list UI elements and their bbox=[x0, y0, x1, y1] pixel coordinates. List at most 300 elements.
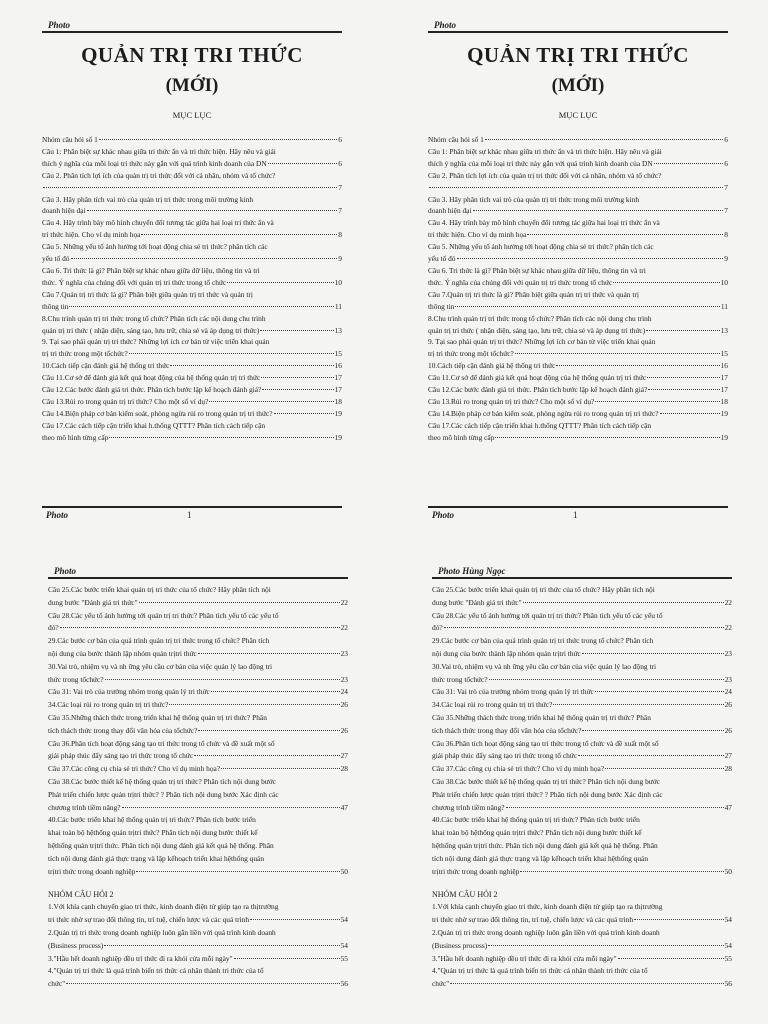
toc-entry bbox=[432, 712, 732, 738]
toc-entry bbox=[428, 384, 728, 396]
toc-entry-text: Câu 28.Các yếu tố ảnh hưởng tới quản trị tri thức? Phân tích yếu tố các yếu tố bbox=[432, 610, 663, 620]
dot-leader bbox=[66, 983, 339, 984]
toc-entry-row bbox=[432, 725, 732, 738]
toc-entry-text: thông tin bbox=[42, 301, 69, 311]
toc-list-section2 bbox=[432, 901, 732, 991]
page-header: Photo bbox=[42, 20, 342, 33]
toc-entry bbox=[428, 170, 728, 194]
toc-entry-text: thức trong tổchức? bbox=[432, 674, 488, 684]
dot-leader bbox=[139, 602, 340, 603]
toc-entry-row bbox=[42, 372, 342, 384]
toc-entry bbox=[432, 686, 732, 699]
dot-leader bbox=[506, 807, 724, 808]
toc-entry bbox=[428, 289, 728, 313]
dot-leader bbox=[634, 919, 724, 920]
toc-entry-text: trịtri thức trong doanh nghiệp bbox=[432, 866, 520, 876]
toc-page-number: 54 bbox=[340, 915, 348, 925]
dot-leader bbox=[109, 437, 333, 438]
toc-entry-text: thức. Ý nghĩa của chúng đối với quản trị tri thức trong tổ chức bbox=[42, 277, 227, 287]
toc-entry bbox=[428, 408, 728, 420]
dot-leader bbox=[582, 653, 724, 654]
dot-leader bbox=[274, 413, 334, 414]
toc-entry-text: quản trị tri thức ( nhận diện, sáng tạo, lưu trữ, chia sẻ và áp dụng tri thức) bbox=[42, 325, 260, 335]
toc-entry-row bbox=[48, 597, 348, 610]
toc-entry-row bbox=[48, 940, 348, 953]
toc-page-number: 23 bbox=[724, 674, 732, 684]
page-header: Photo Hùng Ngọc bbox=[432, 566, 732, 579]
toc-entry-row bbox=[42, 384, 342, 396]
toc-entry bbox=[428, 396, 728, 408]
toc-entry-text: thích ý nghĩa của mỗi loại tri thức này gắn với quá trình kinh doanh của DN bbox=[42, 158, 267, 168]
toc-entry-text: thức trong tổchức? bbox=[48, 674, 104, 684]
toc-entry-text: Câu 1: Phân biệt sự khác nhau giữa tri thức ẩn và tri thức hiện. Hãy nêu và giải bbox=[428, 146, 662, 156]
toc-entry-row bbox=[42, 134, 342, 146]
toc-entry bbox=[42, 170, 342, 194]
bottom-right-page bbox=[432, 566, 732, 1024]
toc-entry-text: tích thách thức trong thay đổi văn hóa của tổchức? bbox=[432, 725, 582, 735]
dot-leader bbox=[582, 730, 723, 731]
toc-entry-text: quản trị tri thức ( nhận diện, sáng tạo, lưu trữ, chia sẻ và áp dụng tri thức) bbox=[428, 325, 646, 335]
toc-page-number: 15 bbox=[720, 349, 728, 359]
toc-entry-text: 3."Hầu hết doanh nghiệp đều trì thức đi ra khỏi cửa mỗi ngày" bbox=[432, 953, 617, 963]
toc-entry-text: 29.Các bước cơ bản của quá trình quản trị tri thức trong tổ chức? Phân tích bbox=[432, 636, 654, 646]
toc-page-number: 55 bbox=[724, 953, 732, 963]
toc-page-number: 17 bbox=[334, 385, 342, 395]
toc-entry bbox=[428, 241, 728, 265]
dot-leader bbox=[429, 187, 723, 188]
dot-leader bbox=[660, 413, 720, 414]
page-header: Photo bbox=[428, 20, 728, 33]
toc-entry-row bbox=[48, 699, 348, 712]
toc-entry-row bbox=[432, 622, 732, 635]
toc-entry-text: doanh hiện đại bbox=[42, 206, 86, 216]
toc-entry-row bbox=[428, 182, 728, 194]
toc-entry-text: Câu 17.Các cách tiếp cận triển khai h.thống QTTT? Phân tích cách tiếp cận bbox=[42, 420, 266, 430]
toc-entry bbox=[42, 384, 342, 396]
toc-entry-text: Câu 36.Phân tích hoạt động sáng tạo tri thức trong tổ chức và đề xuất một số bbox=[48, 738, 275, 748]
toc-page-number: 23 bbox=[724, 648, 732, 658]
toc-entry-text: theo mô hình từng cấp bbox=[42, 432, 109, 442]
toc-entry-row bbox=[428, 301, 728, 313]
dot-leader bbox=[495, 437, 719, 438]
toc-entry-row bbox=[48, 648, 348, 661]
toc-entry-text: 34.Các loại rủi ro trong quản trị tri thức? bbox=[48, 700, 169, 710]
dot-leader bbox=[457, 258, 724, 259]
toc-entry-text: theo mô hình từng cấp bbox=[428, 432, 495, 442]
toc-entry-row bbox=[48, 725, 348, 738]
footer-label: Photo bbox=[432, 510, 455, 520]
toc-entry bbox=[432, 610, 732, 636]
toc-page-number: 7 bbox=[724, 206, 728, 216]
toc-entry-row bbox=[42, 396, 342, 408]
dot-leader bbox=[520, 871, 723, 872]
toc-entry-text: Câu 37.Các công cụ chia sẻ tri thức? Cho ví dụ minh họa? bbox=[432, 764, 605, 774]
toc-entry-text: tri thức hiện. Cho ví dụ minh họa bbox=[428, 230, 527, 240]
toc-page-number: 6 bbox=[724, 158, 728, 168]
dot-leader bbox=[523, 602, 724, 603]
dot-leader bbox=[87, 210, 338, 211]
dot-leader bbox=[261, 377, 333, 378]
dot-leader bbox=[489, 679, 724, 680]
dot-leader bbox=[473, 210, 724, 211]
toc-entry bbox=[432, 699, 732, 712]
dot-leader bbox=[141, 234, 337, 235]
toc-entry-text: Câu 28.Các yếu tố ảnh hưởng tới quản trị tri thức? Phân tích yếu tố các yếu tố bbox=[48, 610, 279, 620]
dot-leader bbox=[578, 755, 723, 756]
toc-page-number: 50 bbox=[724, 866, 732, 876]
toc-entry bbox=[48, 927, 348, 953]
dot-leader bbox=[194, 755, 339, 756]
toc-heading: MỤC LỤC bbox=[558, 110, 598, 120]
dot-leader bbox=[60, 627, 340, 628]
toc-entry-text: Câu 37.Các công cụ chia sẻ tri thức? Cho ví dụ minh họa? bbox=[48, 764, 221, 774]
dot-leader bbox=[129, 353, 334, 354]
toc-entry-text: Nhóm câu hỏi số 1 bbox=[428, 135, 484, 144]
toc-entry-text: 2.Quản trị tri thức trong doanh nghiệp luôn gắn liền với quá trình kinh doanh bbox=[432, 927, 660, 937]
toc-entry-text: 1.Với khía cạnh chuyển giao tri thức, kinh doanh điện tử giúp tạo ra thịtrường bbox=[432, 902, 663, 912]
toc-entry bbox=[432, 763, 732, 776]
toc-entry-row bbox=[48, 953, 348, 966]
top-right-page bbox=[428, 20, 728, 525]
toc-page-number: 22 bbox=[340, 623, 348, 633]
dot-leader bbox=[211, 691, 340, 692]
toc-page-number: 19 bbox=[720, 432, 728, 442]
toc-page-number: 26 bbox=[724, 700, 732, 710]
toc-entry-row bbox=[48, 914, 348, 927]
toc-page-number: 22 bbox=[724, 597, 732, 607]
toc-page-number: 19 bbox=[334, 408, 342, 418]
toc-entry-text: Câu 5. Những yếu tố ảnh hưởng tới hoạt động chia sẻ tri thức? phân tích các bbox=[428, 242, 654, 252]
toc-entry bbox=[48, 712, 348, 738]
toc-entry-row bbox=[432, 648, 732, 661]
toc-entry-text: Câu 13.Rủi ro trong quản trị tri thức? Cho một số ví dụ? bbox=[42, 396, 209, 406]
toc-entry-text: thông tin bbox=[428, 301, 455, 311]
toc-entry-row bbox=[428, 205, 728, 217]
toc-entry-text: Câu 11.Cơ sở để đánh giá kết quả hoạt động của hệ thống quản trị tri thức bbox=[42, 373, 261, 383]
dot-leader bbox=[654, 163, 724, 164]
toc-entry-text: Nhóm câu hỏi số 1 bbox=[42, 135, 98, 144]
toc-entry-row bbox=[432, 953, 732, 966]
toc-entry-row bbox=[42, 432, 342, 444]
dot-leader bbox=[618, 958, 724, 959]
toc-page-number: 23 bbox=[340, 674, 348, 684]
toc-entry-text: thức. Ý nghĩa của chúng đối với quản trị tri thức trong tổ chức bbox=[428, 277, 613, 287]
toc-entry-text: Câu 12.Các bước đánh giá tri thức. Phân tích bước lập kế hoạch đánh giá? bbox=[42, 385, 262, 395]
dot-leader bbox=[136, 871, 339, 872]
toc-entry-row bbox=[48, 686, 348, 699]
toc-entry-text: Câu 35.Những thách thức trong triển khai hệ thống quản trị tri thức? Phân bbox=[48, 712, 267, 722]
toc-entry-row bbox=[42, 277, 342, 289]
toc-entry-text: trị tri thức trong một tổchức? bbox=[428, 349, 514, 359]
toc-entry-text: Câu 6. Tri thức là gì? Phân biệt sự khác nhau giữa dữ liệu, thông tin và tri bbox=[42, 265, 260, 275]
toc-page-number: 55 bbox=[340, 953, 348, 963]
toc-entry-row bbox=[48, 763, 348, 776]
bottom-left-page bbox=[48, 566, 348, 1024]
toc-page-number: 16 bbox=[334, 361, 342, 371]
dot-leader bbox=[170, 365, 333, 366]
toc-entry-row bbox=[428, 408, 728, 420]
dot-leader bbox=[450, 983, 723, 984]
toc-page-number: 9 bbox=[724, 254, 728, 264]
toc-entry-row bbox=[48, 674, 348, 687]
toc-entry-text: Câu 2. Phân tích lợi ích của quản trị tri thức đối với cá nhân, nhóm và tổ chức? bbox=[42, 170, 276, 180]
toc-entry bbox=[432, 901, 732, 927]
toc-page-number: 7 bbox=[338, 206, 342, 216]
toc-page-number: 7 bbox=[724, 182, 728, 192]
toc-entry bbox=[428, 313, 728, 337]
toc-entry-row bbox=[428, 253, 728, 265]
toc-entry-text: Câu 4. Hãy trình bày mô hình chuyển đổi tương tác giữa hai loại tri thức ẩn và bbox=[42, 218, 274, 228]
toc-entry-row bbox=[428, 277, 728, 289]
toc-entry-text: 3."Hầu hết doanh nghiệp đều trì thức đi ra khỏi cửa mỗi ngày" bbox=[48, 953, 233, 963]
toc-entry-text: 4."Quản trị tri thức là quá trình biến tri thức cá nhân thành tri thức của tổ bbox=[48, 966, 264, 976]
toc-page-number: 19 bbox=[720, 408, 728, 418]
toc-list bbox=[48, 584, 348, 878]
toc-page-number: 11 bbox=[334, 301, 342, 311]
toc-page-number: 6 bbox=[338, 158, 342, 168]
toc-entry-row bbox=[428, 360, 728, 372]
toc-entry bbox=[42, 194, 342, 218]
dot-leader bbox=[71, 258, 338, 259]
toc-entry-text: tích thách thức trong thay đổi văn hóa của tổchức? bbox=[48, 725, 198, 735]
toc-entry-text: Câu 31: Vai trò của trưởng nhóm trong quản lý tri thức bbox=[432, 687, 594, 697]
dot-leader bbox=[515, 353, 720, 354]
toc-entry bbox=[428, 146, 728, 170]
toc-entry-text: Câu 25.Các bước triển khai quản trị tri thức của tổ chức? Hãy phân tích nội bbox=[432, 585, 655, 594]
dot-leader bbox=[605, 768, 724, 769]
toc-entry bbox=[432, 965, 732, 991]
toc-entry-text: Câu 11.Cơ sở để đánh giá kết quả hoạt động của hệ thống quản trị tri thức bbox=[428, 373, 647, 383]
toc-entry-text: đó? bbox=[48, 623, 59, 633]
toc-entry-row bbox=[432, 763, 732, 776]
toc-entry-text: hệthống quản trịtri thức. Phân tích nội dung đánh giá kết quả hệ thống. Phân bbox=[432, 840, 658, 850]
toc-entry-text: Câu 38.Các bước thiết kế hệ thống quản trị tri thức? Phân tích nội dung bước bbox=[48, 776, 276, 786]
dot-leader bbox=[227, 282, 333, 283]
toc-entry-text: Câu 3. Hãy phân tích vai trò của quản trị tri thức trong môi trường kinh bbox=[428, 194, 640, 204]
dot-leader bbox=[234, 958, 340, 959]
toc-entry-text: yếu tố đó bbox=[428, 254, 456, 264]
toc-entry-row bbox=[432, 674, 732, 687]
toc-entry-row bbox=[428, 372, 728, 384]
toc-entry bbox=[428, 265, 728, 289]
toc-entry bbox=[48, 661, 348, 687]
dot-leader bbox=[105, 679, 340, 680]
toc-entry-text: Câu 14.Biện pháp cơ bản kiểm soát, phòng ngừa rủi ro trong quản trị tri thức? bbox=[428, 408, 659, 418]
toc-page-number: 9 bbox=[338, 254, 342, 264]
toc-entry bbox=[42, 372, 342, 384]
toc-entry-row bbox=[428, 432, 728, 444]
toc-page-number: 18 bbox=[720, 396, 728, 406]
toc-entry-text: 9. Tại sao phải quản trị tri thức? Những lợi ích cơ bản từ việc triển khai quản bbox=[42, 337, 270, 347]
toc-entry bbox=[432, 953, 732, 966]
toc-entry-text: chương trình tiềm năng? bbox=[48, 802, 121, 812]
page-number: 1 bbox=[573, 510, 578, 520]
toc-entry bbox=[428, 372, 728, 384]
toc-entry bbox=[48, 965, 348, 991]
toc-entry-text: Câu 35.Những thách thức trong triển khai hệ thống quản trị tri thức? Phân bbox=[432, 712, 651, 722]
toc-page-number: 15 bbox=[334, 349, 342, 359]
toc-entry-text: Câu 31: Vai trò của trưởng nhóm trong quản lý tri thức bbox=[48, 687, 210, 697]
toc-entry-row bbox=[42, 158, 342, 170]
toc-entry-row bbox=[428, 384, 728, 396]
toc-entry-text: tri thức hiện. Cho ví dụ minh họa bbox=[42, 230, 141, 240]
toc-entry bbox=[432, 661, 732, 687]
toc-list bbox=[428, 134, 728, 444]
toc-entry bbox=[48, 901, 348, 927]
toc-entry-text: Câu 14.Biện pháp cơ bản kiểm soát, phòng ngừa rủi ro trong quản trị tri thức? bbox=[42, 408, 273, 418]
toc-page-number: 13 bbox=[334, 325, 342, 335]
toc-entry-text: chức" bbox=[48, 979, 66, 989]
dot-leader bbox=[527, 234, 723, 235]
section-title: NHÓM CÂU HỎI 2 bbox=[432, 890, 498, 900]
toc-page-number: 13 bbox=[720, 325, 728, 335]
document-title: QUẢN TRỊ TRI THỨC bbox=[81, 43, 303, 67]
toc-entry-text: Phát triển chiến lược quản trịtri thức? ? Phân tích nội dung bước Xác định các bbox=[432, 789, 663, 799]
toc-list-section2 bbox=[48, 901, 348, 991]
toc-entry-row bbox=[432, 940, 732, 953]
toc-entry bbox=[42, 360, 342, 372]
toc-entry-text: (Business process) bbox=[432, 940, 488, 950]
dot-leader bbox=[250, 919, 340, 920]
toc-entry-text: Câu 38.Các bước thiết kế hệ thống quản trị tri thức? Phân tích nội dung bước bbox=[432, 776, 660, 786]
toc-entry bbox=[42, 289, 342, 313]
toc-page-number: 54 bbox=[724, 915, 732, 925]
dot-leader bbox=[488, 945, 723, 946]
toc-entry-row bbox=[42, 325, 342, 337]
toc-page-number: 22 bbox=[340, 597, 348, 607]
toc-entry bbox=[48, 953, 348, 966]
toc-entry-text: trịtri thức trong doanh nghiệp bbox=[48, 866, 136, 876]
toc-entry bbox=[428, 360, 728, 372]
toc-entry-text: Câu 5. Những yếu tố ảnh hưởng tới hoạt động chia sẻ tri thức? phân tích các bbox=[42, 242, 268, 252]
toc-page-number: 27 bbox=[340, 751, 348, 761]
dot-leader bbox=[209, 401, 333, 402]
toc-entry-text: 40.Các bước triển khai hệ thống quản trị tri thức? Phân tích bước triển bbox=[48, 815, 256, 825]
toc-list bbox=[42, 134, 342, 444]
toc-entry bbox=[428, 134, 728, 146]
toc-entry-row bbox=[42, 408, 342, 420]
toc-page-number: 47 bbox=[724, 802, 732, 812]
toc-page-number: 54 bbox=[724, 940, 732, 950]
toc-page-number: 23 bbox=[340, 648, 348, 658]
dot-leader bbox=[198, 730, 339, 731]
toc-entry-row bbox=[48, 622, 348, 635]
toc-page-number: 24 bbox=[724, 687, 732, 697]
document-subtitle: (MỚI) bbox=[551, 75, 605, 96]
toc-page-number: 26 bbox=[340, 725, 348, 735]
toc-entry-text: thích ý nghĩa của mỗi loại tri thức này gắn với quá trình kinh doanh của DN bbox=[428, 158, 653, 168]
toc-entry bbox=[42, 420, 342, 444]
toc-entry bbox=[428, 194, 728, 218]
toc-entry-text: chức" bbox=[432, 979, 450, 989]
toc-entry-row bbox=[432, 699, 732, 712]
toc-entry bbox=[428, 420, 728, 444]
toc-entry-text: Câu 3. Hãy phân tích vai trò của quản trị tri thức trong môi trường kinh bbox=[42, 194, 254, 204]
toc-entry-text: Câu 36.Phân tích hoạt động sáng tạo tri thức trong tổ chức và đề xuất một số bbox=[432, 738, 659, 748]
toc-entry-text: 2.Quản trị tri thức trong doanh nghiệp luôn gắn liền với quá trình kinh doanh bbox=[48, 927, 276, 937]
toc-entry-row bbox=[432, 597, 732, 610]
toc-entry bbox=[42, 217, 342, 241]
toc-entry-text: doanh hiện đại bbox=[428, 206, 472, 216]
toc-heading: MỤC LỤC bbox=[172, 110, 212, 120]
toc-entry bbox=[48, 738, 348, 764]
toc-page-number: 24 bbox=[340, 687, 348, 697]
toc-entry-row bbox=[48, 802, 348, 815]
toc-entry bbox=[42, 408, 342, 420]
toc-entry-row bbox=[432, 914, 732, 927]
toc-entry-text: khai toàn bộ hệthống quản trịtri thức? Phân tích nội dung bước thiết kế bbox=[48, 828, 258, 838]
toc-entry-text: nội dung của bước thành lập nhóm quản trịtri thức bbox=[48, 648, 197, 658]
toc-entry bbox=[48, 776, 348, 814]
toc-entry bbox=[432, 584, 732, 610]
toc-page-number: 16 bbox=[720, 361, 728, 371]
toc-page-number: 8 bbox=[338, 230, 342, 240]
toc-page-number: 56 bbox=[724, 979, 732, 989]
toc-page-number: 50 bbox=[340, 866, 348, 876]
toc-entry bbox=[48, 610, 348, 636]
toc-entry-row bbox=[42, 253, 342, 265]
toc-entry-text: giải pháp thúc đẩy sáng tạo tri thức trong tổ chức bbox=[48, 751, 194, 761]
toc-page-number: 6 bbox=[724, 135, 728, 144]
toc-entry-text: tích nội dung đánh giá thực trạng và lập kếhoạch triển khai hệthống quản bbox=[48, 853, 265, 863]
toc-entry bbox=[432, 776, 732, 814]
toc-entry-row bbox=[428, 348, 728, 360]
document-title: QUẢN TRỊ TRI THỨC bbox=[467, 43, 689, 67]
dot-leader bbox=[260, 330, 333, 331]
dot-leader bbox=[262, 389, 333, 390]
toc-entry bbox=[48, 814, 348, 878]
toc-entry-text: khai toàn bộ hệthống quản trịtri thức? Phân tích nội dung bước thiết kế bbox=[432, 828, 642, 838]
toc-entry-text: Câu 4. Hãy trình bày mô hình chuyển đổi tương tác giữa hai loại tri thức ẩn và bbox=[428, 218, 660, 228]
dot-leader bbox=[268, 163, 338, 164]
toc-entry-row bbox=[432, 978, 732, 991]
toc-entry-row bbox=[432, 750, 732, 763]
toc-entry-text: dung bước "Đánh giá tri thức" bbox=[432, 597, 522, 607]
toc-entry bbox=[432, 927, 732, 953]
toc-entry-text: Câu 2. Phân tích lợi ích của quản trị tri thức đối với cá nhân, nhóm và tổ chức? bbox=[428, 170, 662, 180]
dot-leader bbox=[646, 330, 719, 331]
toc-entry-text: 1.Với khía cạnh chuyển giao tri thức, kinh doanh điện tử giúp tạo ra thịtrường bbox=[48, 902, 279, 912]
toc-entry-text: chương trình tiềm năng? bbox=[432, 802, 505, 812]
toc-entry-row bbox=[428, 396, 728, 408]
toc-entry bbox=[42, 134, 342, 146]
toc-entry-row bbox=[432, 686, 732, 699]
toc-entry bbox=[428, 217, 728, 241]
toc-entry-row bbox=[42, 229, 342, 241]
toc-page-number: 7 bbox=[338, 182, 342, 192]
toc-entry-row bbox=[42, 360, 342, 372]
dot-leader bbox=[444, 627, 724, 628]
toc-page-number: 19 bbox=[334, 432, 342, 442]
toc-entry bbox=[48, 584, 348, 610]
toc-page-number: 28 bbox=[724, 764, 732, 774]
dot-leader bbox=[613, 282, 719, 283]
toc-entry-row bbox=[428, 134, 728, 146]
section-title: NHÓM CÂU HỎI 2 bbox=[48, 890, 114, 900]
toc-entry-text: giải pháp thúc đẩy sáng tạo tri thức trong tổ chức bbox=[432, 751, 578, 761]
toc-entry-text: yếu tố đó bbox=[42, 254, 70, 264]
toc-page-number: 56 bbox=[340, 979, 348, 989]
toc-list bbox=[432, 584, 732, 878]
page-footer bbox=[42, 506, 342, 524]
toc-entry-row bbox=[48, 866, 348, 879]
toc-entry bbox=[432, 814, 732, 878]
page-header: Photo bbox=[48, 566, 348, 579]
toc-entry-text: Câu 7.Quản trị tri thức là gì? Phân biệt giữa quản trị tri thức và quản trị bbox=[42, 289, 253, 299]
toc-page-number: 10 bbox=[720, 277, 728, 287]
toc-entry-text: Phát triển chiến lược quản trịtri thức? ? Phân tích nội dung bước Xác định các bbox=[48, 789, 279, 799]
toc-entry bbox=[432, 635, 732, 661]
